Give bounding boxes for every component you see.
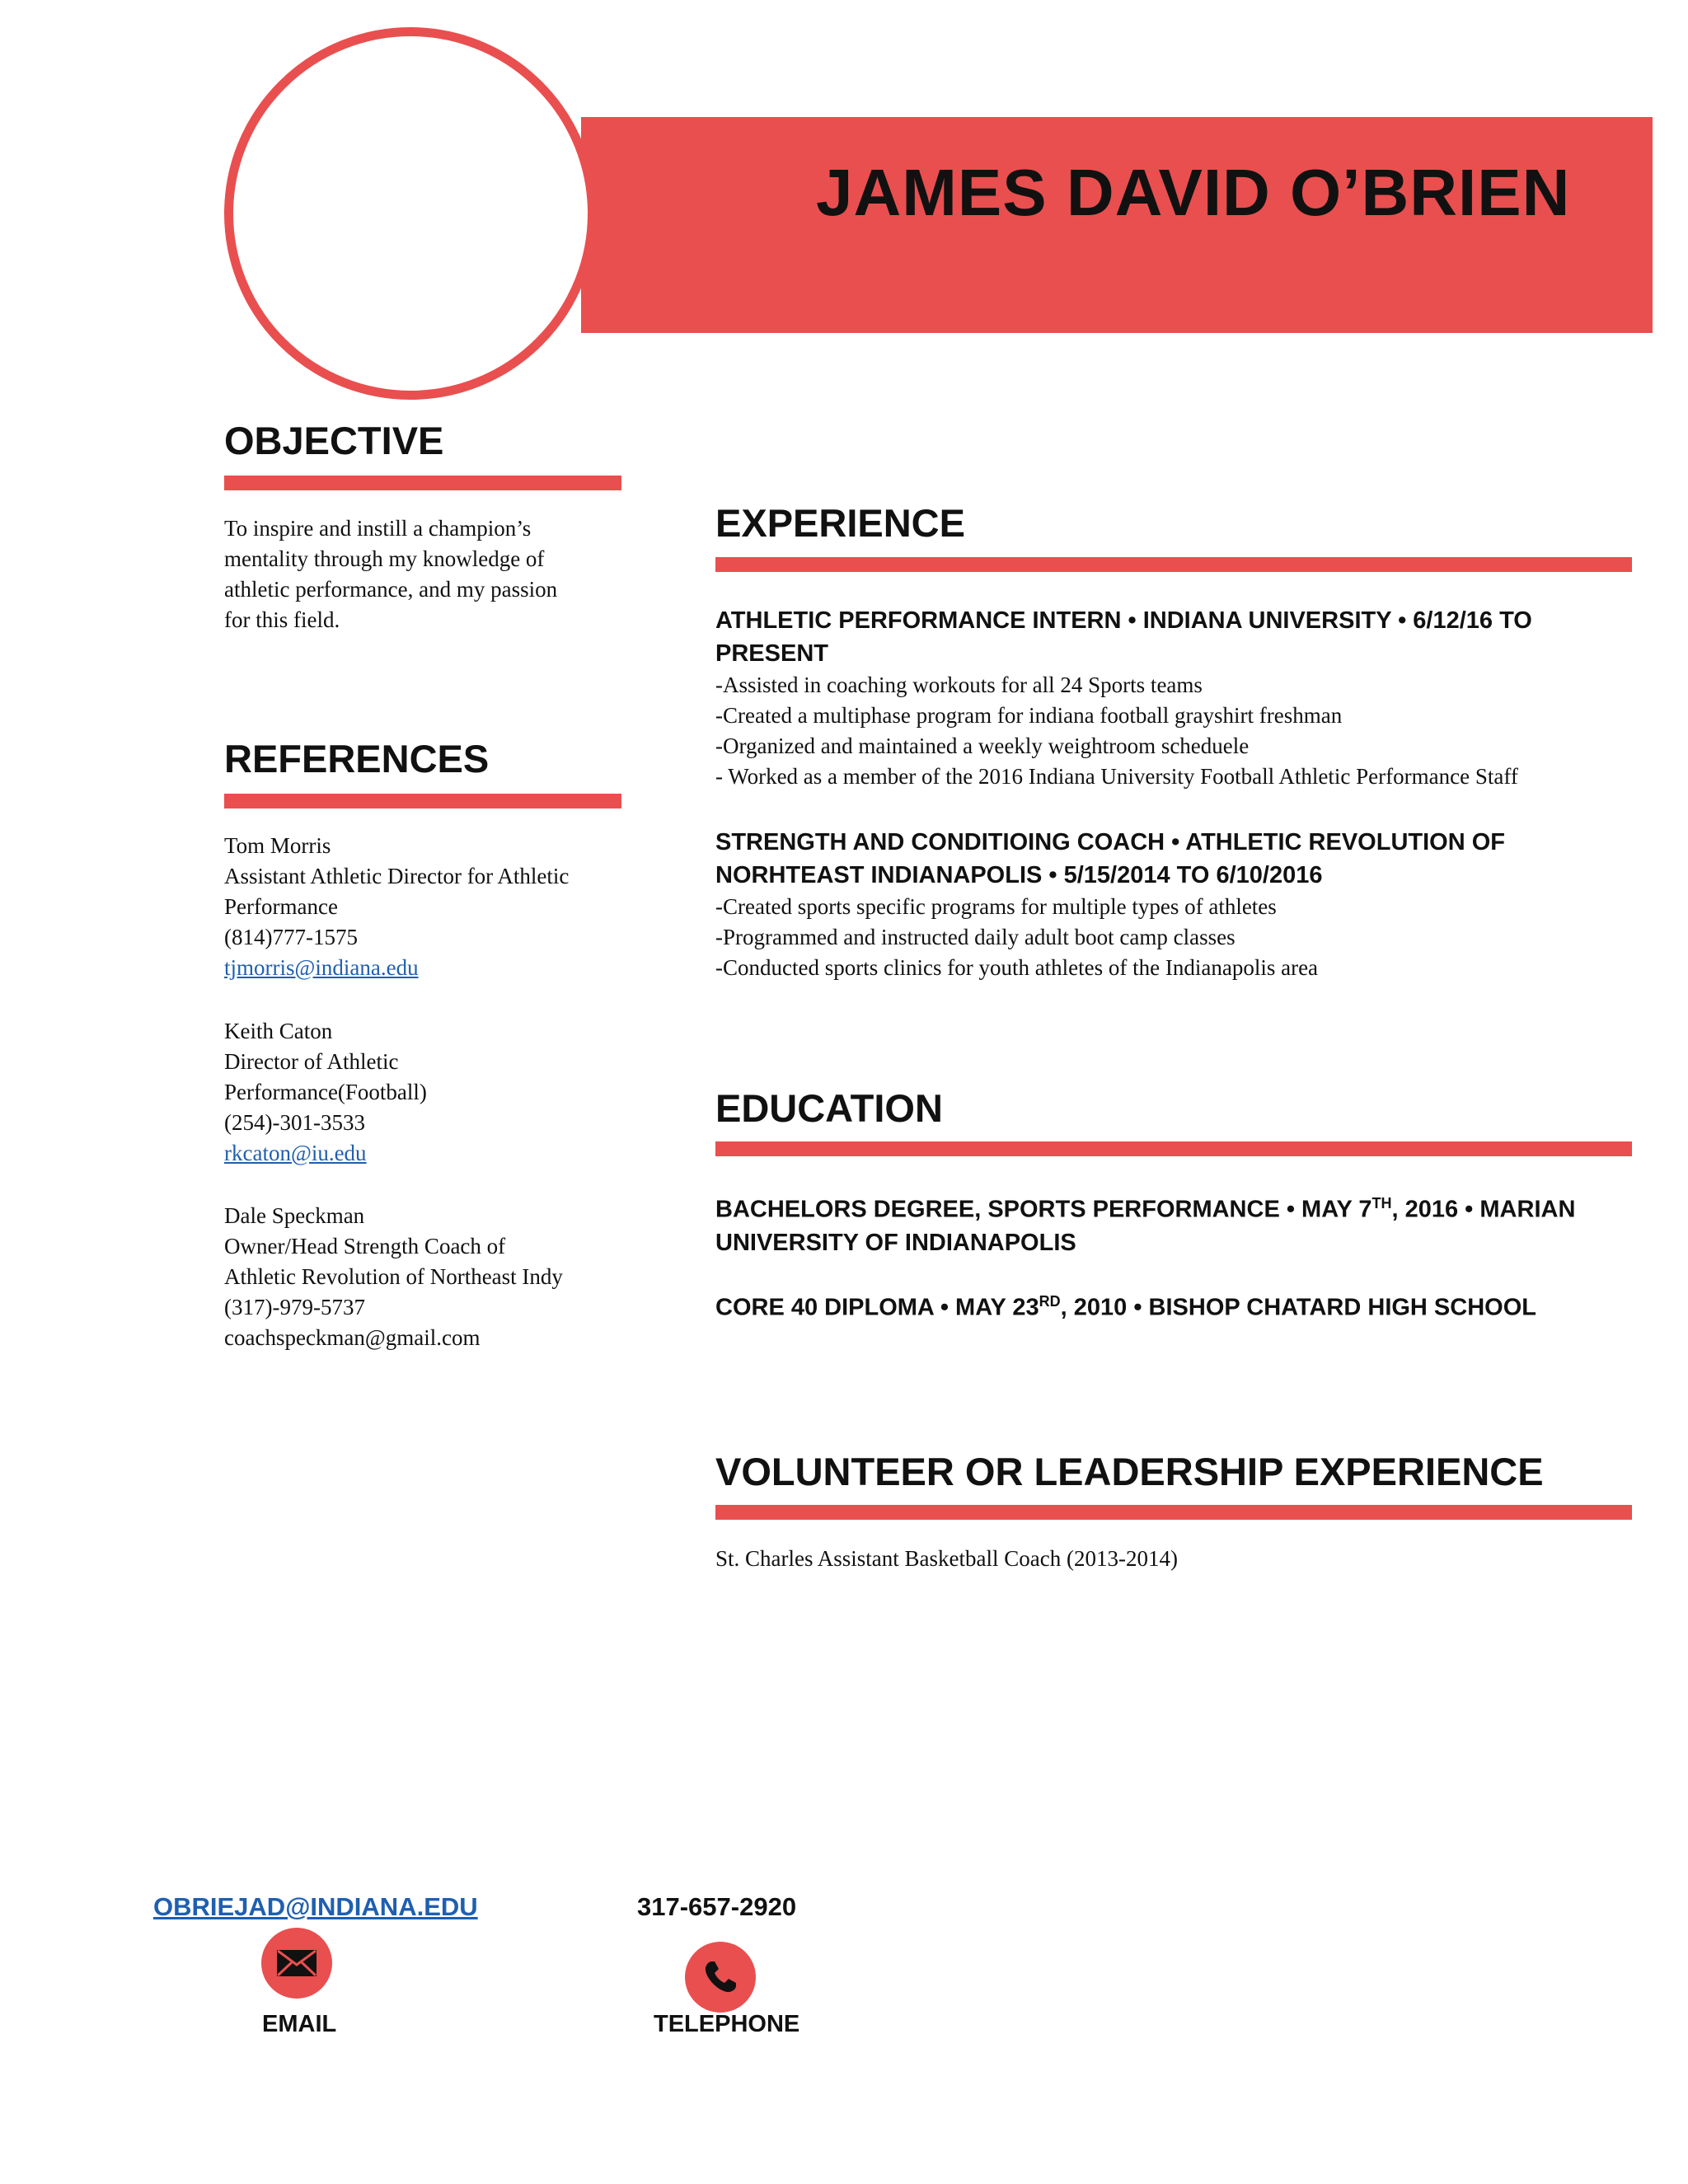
job-heading: NORHTEAST INDIANAPOLIS • 5/15/2014 TO 6/10/2016 xyxy=(715,862,1323,888)
reference-dale-speckman xyxy=(224,1201,563,1353)
job-duty: -Created a multiphase program for indiana football grayshirt freshman xyxy=(715,703,1343,728)
education-text: , 2010 • BISHOP CHATARD HIGH SCHOOL xyxy=(1060,1294,1536,1321)
objective-line: To inspire and instill a champion’s xyxy=(224,516,532,541)
reference-tom-morris xyxy=(224,831,569,983)
reference-email-link[interactable]: rkcaton@iu.edu xyxy=(224,1141,367,1165)
email-label: EMAIL xyxy=(262,2011,337,2037)
job-duty: -Conducted sports clinics for youth athletes of the Indianapolis area xyxy=(715,955,1319,980)
objective-line: for this field. xyxy=(224,607,340,632)
objective-line: athletic performance, and my passion xyxy=(224,577,558,602)
job-duty: -Programmed and instructed daily adult boot camp classes xyxy=(715,925,1236,949)
experience-job-1 xyxy=(715,604,1639,792)
candidate-name: JAMES DAVID O’BRIEN xyxy=(816,156,1571,229)
reference-title: Assistant Athletic Director for Athletic xyxy=(224,864,570,888)
education-text: UNIVERSITY OF INDIANAPOLIS xyxy=(715,1229,1076,1256)
reference-title: Athletic Revolution of Northeast Indy xyxy=(224,1264,563,1289)
reference-title: Owner/Head Strength Coach of xyxy=(224,1234,506,1258)
volunteer-rule xyxy=(715,1505,1632,1520)
job-duty: -Assisted in coaching workouts for all 24 Sports teams xyxy=(715,673,1203,697)
education-text: CORE 40 DIPLOMA • MAY 23 xyxy=(715,1294,1039,1321)
job-duty: -Organized and maintained a weekly weightroom scheduele xyxy=(715,733,1250,758)
job-duty: -Created sports specific programs for multiple types of athletes xyxy=(715,894,1277,919)
experience-title: EXPERIENCE xyxy=(715,501,965,545)
job-heading: PRESENT xyxy=(715,640,828,667)
phone-icon xyxy=(701,1957,740,1997)
reference-title: Performance(Football) xyxy=(224,1080,427,1104)
envelope-icon xyxy=(261,1928,332,1999)
education-rule xyxy=(715,1141,1632,1156)
profile-photo-placeholder xyxy=(224,27,597,400)
phone-icon xyxy=(685,1942,756,2013)
reference-email: coachspeckman@gmail.com xyxy=(224,1325,481,1350)
volunteer-title: VOLUNTEER OR LEADERSHIP EXPERIENCE xyxy=(715,1450,1544,1493)
education-title: EDUCATION xyxy=(715,1086,943,1130)
objective-line: mentality through my knowledge of xyxy=(224,546,545,571)
job-heading: ATHLETIC PERFORMANCE INTERN • INDIANA UNIVERSITY • 6/12/16 TO xyxy=(715,607,1532,634)
references-title: REFERENCES xyxy=(224,737,490,780)
reference-phone: (317)-979-5737 xyxy=(224,1295,365,1319)
reference-email-link[interactable]: tjmorris@indiana.edu xyxy=(224,955,419,980)
volunteer-text: St. Charles Assistant Basketball Coach (2013-2014) xyxy=(715,1546,1178,1571)
reference-name: Tom Morris xyxy=(224,833,331,858)
education-text: BACHELORS DEGREE, SPORTS PERFORMANCE • MAY 7 xyxy=(715,1196,1372,1223)
phone-label: TELEPHONE xyxy=(654,2011,800,2037)
objective-rule xyxy=(224,476,621,490)
objective-title: OBJECTIVE xyxy=(224,419,444,462)
objective-text xyxy=(224,513,557,635)
envelope-icon xyxy=(276,1949,317,1977)
education-text: , 2016 • MARIAN xyxy=(1391,1196,1576,1223)
email-link[interactable]: OBRIEJAD@INDIANA.EDU xyxy=(153,1892,478,1921)
references-rule xyxy=(224,794,621,808)
reference-phone: (814)777-1575 xyxy=(224,925,358,949)
reference-name: Dale Speckman xyxy=(224,1203,365,1228)
experience-rule xyxy=(715,557,1632,572)
reference-title: Director of Athletic xyxy=(224,1049,399,1074)
education-ordinal: TH xyxy=(1372,1195,1392,1212)
education-entry-bachelors xyxy=(715,1187,1575,1259)
reference-phone: (254)-301-3533 xyxy=(224,1110,365,1135)
job-heading: STRENGTH AND CONDITIOING COACH • ATHLETIC REVOLUTION OF xyxy=(715,829,1505,855)
reference-name: Keith Caton xyxy=(224,1019,333,1043)
phone-number: 317-657-2920 xyxy=(637,1892,797,1921)
education-entry-diploma xyxy=(715,1285,1536,1324)
education-ordinal: RD xyxy=(1039,1293,1061,1310)
experience-job-2 xyxy=(715,826,1639,983)
job-duty: - Worked as a member of the 2016 Indiana University Football Athletic Performance Staff xyxy=(715,764,1518,789)
reference-keith-caton xyxy=(224,1016,427,1169)
reference-title: Performance xyxy=(224,894,338,919)
